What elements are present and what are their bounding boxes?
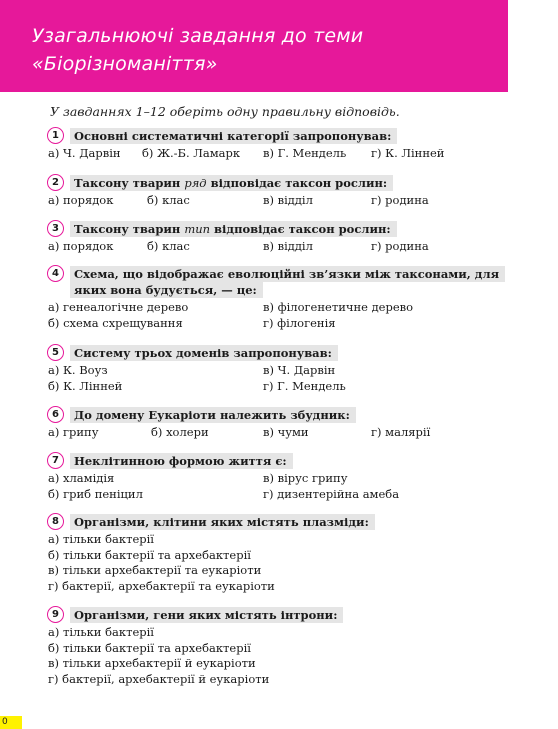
option: а) порядок: [48, 193, 114, 207]
question-4: [48, 266, 518, 331]
question-3: [48, 221, 518, 255]
question-text: Таксону тварин ряд відповідає таксон рослин:: [70, 175, 393, 191]
option: г) родина: [371, 239, 429, 253]
option: а) грипу: [48, 425, 99, 439]
question-number-badge: 5: [47, 344, 64, 361]
option: а) тільки бактерії: [48, 532, 154, 546]
question-5: [48, 345, 518, 394]
option: б) К. Лінней: [48, 378, 123, 393]
option: г) філогенія: [263, 315, 336, 330]
option: а) К. Воуз: [48, 363, 108, 377]
instruction-text: У завданнях 1–12 оберіть одну правильну відповідь.: [50, 104, 400, 119]
option: в) відділ: [263, 239, 313, 253]
option: в) тільки архебактерії й еукаріоти: [48, 656, 256, 670]
question-text: Неклітинною формою життя є:: [70, 453, 293, 469]
question-text: Організми, клітини яких містять плазміди:: [70, 514, 375, 530]
option: г) бактерії, архебактерії та еукаріоти: [48, 578, 275, 593]
option: б) холери: [151, 425, 209, 439]
option: г) родина: [371, 193, 429, 207]
option: б) гриб пеніцил: [48, 486, 143, 501]
option: б) клас: [147, 193, 190, 207]
option: б) схема схрещування: [48, 315, 183, 330]
option: в) вірус грипу: [263, 471, 348, 485]
question-number-badge: 2: [47, 174, 64, 191]
option: а) порядок: [48, 239, 114, 253]
option: б) клас: [147, 239, 190, 253]
question-1: [48, 128, 518, 162]
option: б) тільки бактерії та архебактерії: [48, 547, 251, 562]
question-number-badge: 9: [47, 606, 64, 623]
option: г) К. Лінней: [371, 146, 445, 160]
option: г) Г. Мендель: [263, 378, 346, 393]
option: в) чуми: [263, 425, 309, 439]
option: а) хламідія: [48, 471, 115, 485]
question-text: Організми, гени яких містять інтрони:: [70, 607, 343, 623]
page-number: 0: [0, 716, 22, 729]
option: в) філогенетичне дерево: [263, 300, 414, 314]
question-text: Основні систематичні категорії запропонував:: [70, 128, 397, 144]
option: в) відділ: [263, 193, 313, 207]
question-6: [48, 407, 518, 441]
option: а) генеалогічне дерево: [48, 300, 189, 314]
option: в) Ч. Дарвін: [263, 363, 336, 377]
question-text: Систему трьох доменів запропонував:: [70, 345, 338, 361]
question-number-badge: 8: [47, 513, 64, 530]
option: в) Г. Мендель: [263, 146, 347, 160]
option: а) тільки бактерії: [48, 625, 154, 639]
option: в) тільки архебактерії та еукаріоти: [48, 563, 262, 577]
question-8: [48, 514, 518, 594]
question-number-badge: 7: [47, 452, 64, 469]
question-number-badge: 4: [47, 265, 64, 282]
section-header: [0, 0, 508, 92]
option: б) тільки бактерії та архебактерії: [48, 640, 251, 655]
section-title: Узагальнюючі завдання до теми «Біорізноманіття»: [32, 25, 364, 75]
question-number-badge: 3: [47, 220, 64, 237]
option: г) бактерії, архебактерії й еукаріоти: [48, 671, 270, 686]
question-text: Схема, що відображає еволюційні зв’язки між таксонами, для яких вона будується, — це:: [70, 266, 505, 298]
option: б) Ж.-Б. Ламарк: [142, 146, 241, 160]
option: г) малярії: [371, 425, 431, 439]
question-number-badge: 6: [47, 406, 64, 423]
question-7: [48, 453, 518, 502]
question-text: Таксону тварин тип відповідає таксон рослин:: [70, 221, 397, 237]
question-text: До домену Еукаріоти належить збудник:: [70, 407, 356, 423]
option: а) Ч. Дарвін: [48, 146, 121, 160]
question-9: [48, 607, 518, 687]
question-2: [48, 175, 518, 209]
option: г) дизентерійна амеба: [263, 486, 400, 501]
question-number-badge: 1: [47, 127, 64, 144]
